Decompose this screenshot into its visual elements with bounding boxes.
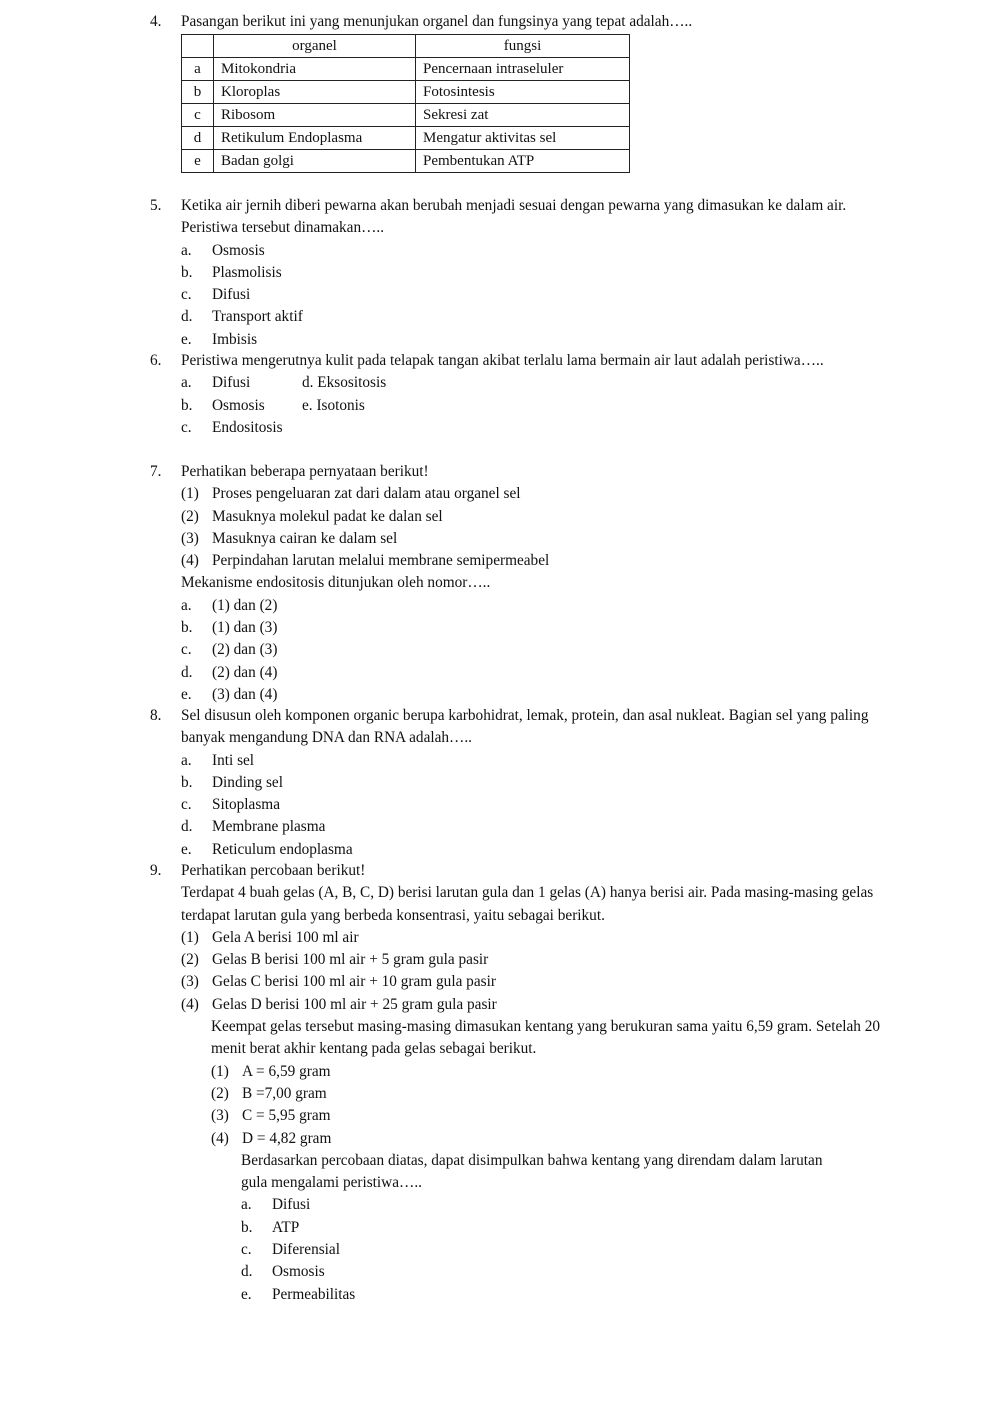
question-text: Ketika air jernih diberi pewarna akan berubah menjadi sesuai dengan pewarna yang dimasukan ke dalam air. Peristiwa tersebut dinamakan….. xyxy=(181,197,847,237)
item-label: (2) xyxy=(211,1084,229,1102)
option-a[interactable] xyxy=(181,240,890,262)
option-c[interactable] xyxy=(181,639,890,661)
item-text: Gelas D berisi 100 ml air + 25 gram gula pasir xyxy=(212,995,497,1013)
option-label: d. xyxy=(181,663,193,681)
option-label: b. xyxy=(181,619,193,637)
fungsi-cell: Pencernaan intraseluler xyxy=(416,58,630,81)
organel-cell: Kloroplas xyxy=(214,81,416,104)
option-e[interactable] xyxy=(181,329,890,351)
question-8 xyxy=(150,705,890,861)
option-text: (1) dan (3) xyxy=(212,619,278,637)
question-7 xyxy=(150,461,890,706)
statement-text: Masuknya molekul padat ke dalan sel xyxy=(212,507,443,525)
option-text: Imbisis xyxy=(212,330,258,348)
table-row xyxy=(182,104,630,127)
item-label: (4) xyxy=(181,995,199,1013)
question-text: Perhatikan percobaan berikut! xyxy=(181,862,366,879)
table-row xyxy=(182,58,630,81)
statement-1 xyxy=(181,483,890,505)
item-label: (2) xyxy=(181,951,199,969)
option-text: Diferensial xyxy=(272,1241,340,1259)
item-text: D = 4,82 gram xyxy=(242,1129,332,1147)
option-text: Permeabilitas xyxy=(272,1285,356,1303)
option-label: a. xyxy=(181,374,192,392)
option-label: e. xyxy=(241,1285,252,1303)
table-header-row xyxy=(182,35,630,58)
option-label: c. xyxy=(181,418,192,436)
option-c[interactable] xyxy=(181,794,890,816)
question-text: Perhatikan beberapa pernyataan berikut! xyxy=(181,463,429,480)
question-text: Peristiwa mengerutnya kulit pada telapak tangan akibat terlalu lama bermain air laut adalah peristiwa….. xyxy=(181,352,824,369)
table-header-blank xyxy=(182,35,214,58)
table-header-fungsi: fungsi xyxy=(416,35,630,58)
statement-label: (3) xyxy=(181,529,199,547)
option-row-c xyxy=(181,417,890,439)
item-label: (4) xyxy=(211,1129,229,1147)
table-row xyxy=(182,81,630,104)
item-label: (3) xyxy=(181,973,199,991)
item-text: A = 6,59 gram xyxy=(242,1062,331,1080)
experiment-intro: Terdapat 4 buah gelas (A, B, C, D) berisi larutan gula dan 1 gelas (A) hanya berisi air. Pada masing-masing gelas terdapat larutan gula yang berbeda konsentrasi, yaitu sebagai berikut. xyxy=(181,884,874,924)
option-label: c. xyxy=(241,1241,252,1259)
row-label: d xyxy=(182,127,214,150)
weight-item xyxy=(211,1128,890,1150)
question-number: 4. xyxy=(150,13,162,30)
table-row xyxy=(182,127,630,150)
option-text: Membrane plasma xyxy=(212,818,326,836)
statement-label: (2) xyxy=(181,507,199,525)
option-b[interactable] xyxy=(181,617,890,639)
item-label: (1) xyxy=(211,1062,229,1080)
option-text: Inti sel xyxy=(212,751,255,769)
option-label: e. xyxy=(181,840,192,858)
question-number: 9. xyxy=(150,862,162,879)
option-a[interactable] xyxy=(241,1194,890,1216)
option-b[interactable] xyxy=(241,1217,890,1239)
organel-cell: Retikulum Endoplasma xyxy=(214,127,416,150)
statement-2 xyxy=(181,506,890,528)
option-label: a. xyxy=(241,1196,252,1214)
statement-text: Proses pengeluaran zat dari dalam atau organel sel xyxy=(212,485,521,503)
table-row xyxy=(182,150,630,173)
question-number: 7. xyxy=(150,463,162,480)
row-label: e xyxy=(182,150,214,173)
option-d[interactable] xyxy=(181,662,890,684)
option-text: Transport aktif xyxy=(212,308,303,326)
option-c[interactable] xyxy=(181,284,890,306)
table-header-organel: organel xyxy=(214,35,416,58)
question-number: 8. xyxy=(150,707,162,724)
glass-item xyxy=(181,994,890,1016)
option-label: b. xyxy=(181,263,193,281)
option-text: Difusi xyxy=(272,1196,311,1214)
item-label: (1) xyxy=(181,928,199,946)
organel-cell: Ribosom xyxy=(214,104,416,127)
item-text: B =7,00 gram xyxy=(242,1084,327,1102)
question-prompt: Mekanisme endositosis ditunjukan oleh nomor….. xyxy=(181,574,491,592)
option-text: (2) dan (3) xyxy=(212,641,278,659)
option-label: e. xyxy=(181,685,192,703)
option-text: Reticulum endoplasma xyxy=(212,840,353,858)
option-label: d. xyxy=(181,308,193,326)
statement-text: Perpindahan larutan melalui membrane semipermeabel xyxy=(212,552,550,570)
question-text: Sel disusun oleh komponen organic berupa karbohidrat, lemak, protein, dan asal nukleat. Bagian sel yang paling banyak mengandung DNA dan RNA adalah….. xyxy=(181,707,869,747)
option-row-b-e xyxy=(181,395,890,417)
row-label: a xyxy=(182,58,214,81)
question-6 xyxy=(150,350,890,439)
option-e[interactable] xyxy=(181,684,890,706)
option-text: Dinding sel xyxy=(212,773,283,791)
weight-item xyxy=(211,1105,890,1127)
statement-4 xyxy=(181,550,890,572)
option-b[interactable] xyxy=(181,262,890,284)
question-text: Pasangan berikut ini yang menunjukan organel dan fungsinya yang tepat adalah….. xyxy=(181,13,693,30)
item-text: Gelas C berisi 100 ml air + 10 gram gula pasir xyxy=(212,973,496,991)
option-text: (1) dan (2) xyxy=(212,596,278,614)
option-label: b. xyxy=(181,773,193,791)
option-label: d. xyxy=(181,818,193,836)
option-label: a. xyxy=(181,596,192,614)
option-label: a. xyxy=(181,751,192,769)
option-label: d. xyxy=(241,1263,253,1281)
option-e[interactable]: e. Isotonis xyxy=(302,396,365,414)
item-text: Gelas B berisi 100 ml air + 5 gram gula pasir xyxy=(212,951,489,969)
option-text: (2) dan (4) xyxy=(212,663,278,681)
option-label: b. xyxy=(241,1218,253,1236)
option-c[interactable]: Endositosis xyxy=(212,418,283,436)
option-d[interactable]: d. Eksositosis xyxy=(302,374,387,392)
option-b[interactable] xyxy=(181,772,890,794)
option-text: Osmosis xyxy=(212,241,265,259)
option-a[interactable]: Difusi xyxy=(212,374,251,392)
option-d[interactable] xyxy=(181,816,890,838)
option-label: c. xyxy=(181,641,192,659)
option-b[interactable]: Osmosis xyxy=(212,396,265,414)
glass-item xyxy=(181,971,890,993)
option-e[interactable] xyxy=(181,839,890,861)
row-label: b xyxy=(182,81,214,104)
option-c[interactable] xyxy=(241,1239,890,1261)
fungsi-cell: Pembentukan ATP xyxy=(416,150,630,173)
fungsi-cell: Sekresi zat xyxy=(416,104,630,127)
statement-label: (4) xyxy=(181,552,199,570)
organel-cell: Badan golgi xyxy=(214,150,416,173)
option-label: a. xyxy=(181,241,192,259)
option-text: Osmosis xyxy=(272,1263,325,1281)
experiment-description: Keempat gelas tersebut masing-masing dimasukan kentang yang berukuran sama yaitu 6,59 gram. Setelah 20 menit berat akhir kentang pada gelas sebagai berikut. xyxy=(211,1018,881,1058)
statement-3 xyxy=(181,528,890,550)
question-4 xyxy=(150,11,890,33)
option-label: b. xyxy=(181,396,193,414)
fungsi-cell: Mengatur aktivitas sel xyxy=(416,127,630,150)
organel-table xyxy=(181,34,630,173)
statement-label: (1) xyxy=(181,485,199,503)
option-label: e. xyxy=(181,330,192,348)
option-e[interactable] xyxy=(241,1284,890,1306)
statement-text: Masuknya cairan ke dalam sel xyxy=(212,529,398,547)
glass-item xyxy=(181,949,890,971)
item-label: (3) xyxy=(211,1107,229,1125)
option-text: (3) dan (4) xyxy=(212,685,278,703)
item-text: Gela A berisi 100 ml air xyxy=(212,928,359,946)
question-number: 5. xyxy=(150,197,162,214)
weight-item xyxy=(211,1083,890,1105)
option-row-a-d xyxy=(181,372,890,394)
option-label: c. xyxy=(181,286,192,304)
question-number: 6. xyxy=(150,352,162,369)
question-5 xyxy=(150,195,890,351)
option-d[interactable] xyxy=(241,1261,890,1283)
option-text: Plasmolisis xyxy=(212,263,282,281)
question-9 xyxy=(150,860,890,1306)
option-d[interactable] xyxy=(181,306,890,328)
option-a[interactable] xyxy=(181,595,890,617)
option-text: Difusi xyxy=(212,286,251,304)
glass-item xyxy=(181,927,890,949)
option-text: ATP xyxy=(272,1218,300,1236)
option-text: Sitoplasma xyxy=(212,796,280,814)
item-text: C = 5,95 gram xyxy=(242,1107,331,1125)
weight-item xyxy=(211,1061,890,1083)
option-label: c. xyxy=(181,796,192,814)
fungsi-cell: Fotosintesis xyxy=(416,81,630,104)
organel-cell: Mitokondria xyxy=(214,58,416,81)
row-label: c xyxy=(182,104,214,127)
option-a[interactable] xyxy=(181,750,890,772)
experiment-conclusion: Berdasarkan percobaan diatas, dapat disimpulkan bahwa kentang yang direndam dalam larutan gula mengalami peristiwa….. xyxy=(241,1151,823,1192)
